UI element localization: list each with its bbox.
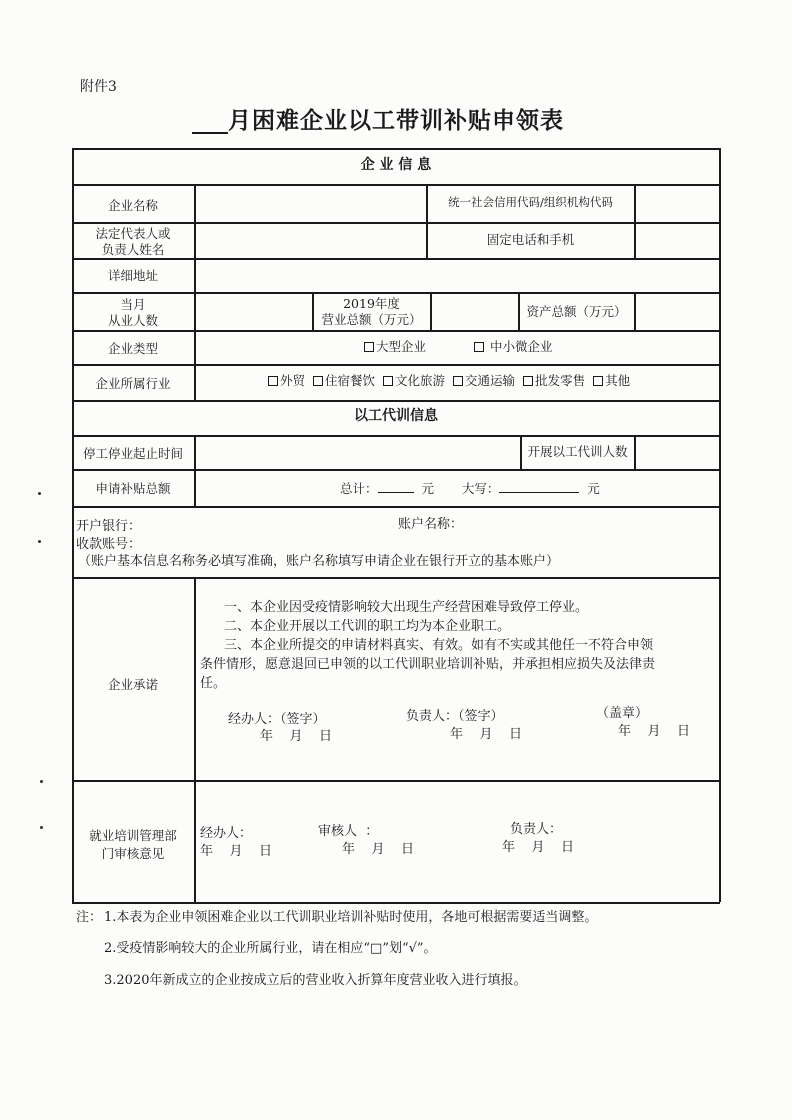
page-title: 月困难企业以工带训补贴申领表 bbox=[228, 107, 564, 134]
credit-code-label: 统一社会信用代码/组织机构代码 bbox=[448, 195, 613, 209]
industry-option-transport[interactable]: 交通运输 bbox=[453, 373, 515, 388]
scan-speck bbox=[40, 780, 43, 783]
title-blank[interactable] bbox=[192, 132, 228, 134]
scan-speck bbox=[40, 826, 43, 829]
review-responsible[interactable]: 负责人： bbox=[510, 822, 563, 837]
checkbox-icon bbox=[523, 376, 533, 386]
review-label-1: 就业培训管理部 bbox=[89, 828, 177, 843]
account-number-label: 收款账号： bbox=[76, 537, 142, 552]
phone-label: 固定电话和手机 bbox=[486, 232, 575, 247]
industry-option-retail[interactable]: 批发零售 bbox=[523, 373, 585, 388]
employees-label-1: 当月 bbox=[120, 297, 146, 312]
company-type-large[interactable]: 大型企业 bbox=[364, 339, 426, 354]
assets-field[interactable] bbox=[636, 294, 719, 329]
account-name-label: 账户名称： bbox=[398, 517, 464, 532]
commitment-item-3-end: 任。 bbox=[200, 676, 227, 691]
note-1: 1.本表为企业申领困难企业以工代训职业培训补贴时使用，各地可根据需要适当调整。 bbox=[104, 910, 598, 925]
checkbox-icon bbox=[313, 376, 323, 386]
assets-label: 资产总额（万元） bbox=[526, 304, 627, 319]
address-label: 详细地址 bbox=[107, 268, 158, 283]
checkbox-icon bbox=[474, 342, 484, 352]
review-reviewer[interactable]: 审核人 ： bbox=[318, 824, 379, 839]
industry-option-tourism[interactable]: 文化旅游 bbox=[383, 373, 445, 388]
company-name-label: 企业名称 bbox=[107, 198, 158, 213]
industry-options bbox=[268, 373, 630, 388]
seal-date[interactable]: 年 月 日 bbox=[618, 724, 691, 739]
phone-field[interactable] bbox=[636, 224, 719, 257]
credit-code-field[interactable] bbox=[636, 186, 719, 221]
industry-label: 企业所属行业 bbox=[95, 376, 171, 391]
commitment-responsible-signature[interactable]: 负责人：（签字） bbox=[406, 709, 504, 724]
checkbox-icon bbox=[383, 376, 393, 386]
commitment-handler-signature[interactable]: 经办人：（签字） bbox=[228, 712, 326, 727]
commitment-item-1: 一、本企业因受疫情影响较大出现生产经营困难导致停工停业。 bbox=[224, 600, 589, 615]
commitment-item-3: 三、本企业所提交的申请材料真实、有效。如有不实或其他任一不符合申领 bbox=[224, 638, 654, 653]
checkbox-icon bbox=[364, 342, 374, 352]
commitment-item-2: 二、本企业开展以工代训的职工均为本企业职工。 bbox=[224, 619, 511, 634]
notes-prefix: 注： bbox=[76, 910, 103, 925]
legal-rep-label-1: 法定代表人或 bbox=[95, 226, 171, 241]
employees-label-2: 从业人数 bbox=[107, 313, 158, 328]
company-type-label: 企业类型 bbox=[107, 341, 158, 356]
suspension-time-field[interactable] bbox=[196, 437, 519, 468]
review-label-2: 门审核意见 bbox=[101, 846, 165, 861]
scan-speck bbox=[38, 540, 41, 543]
commitment-responsible-date[interactable]: 年 月 日 bbox=[450, 727, 523, 742]
attachment-label: 附件3 bbox=[80, 79, 117, 95]
review-handler[interactable]: 经办人： bbox=[200, 826, 253, 841]
legal-rep-label-2: 负责人姓名 bbox=[101, 242, 165, 257]
capital-label: 大写： bbox=[461, 481, 500, 496]
commitment-item-3-cont: 条件情形，愿意退回已申领的以工代训职业培训补贴，并承担相应损失及法律责 bbox=[200, 657, 656, 672]
industry-option-trade[interactable]: 外贸 bbox=[268, 373, 305, 388]
revenue-field[interactable] bbox=[432, 294, 517, 329]
employees-field[interactable] bbox=[196, 294, 311, 329]
revenue-label-2: 营业总额（万元） bbox=[321, 312, 422, 327]
company-name-field[interactable] bbox=[196, 186, 425, 221]
yuan-unit: 元 bbox=[587, 481, 600, 496]
review-responsible-date[interactable]: 年 月 日 bbox=[502, 840, 575, 855]
company-seal[interactable]: （盖章） bbox=[596, 706, 649, 721]
subsidy-total-label: 申请补贴总额 bbox=[95, 481, 171, 496]
section-enterprise-info: 企 业 信 息 bbox=[360, 157, 432, 173]
checkbox-icon bbox=[593, 376, 603, 386]
checkbox-icon bbox=[268, 376, 278, 386]
subsidy-amount bbox=[340, 480, 600, 496]
commitment-label: 企业承诺 bbox=[107, 677, 158, 692]
bank-label: 开户银行： bbox=[76, 519, 142, 534]
note-2: 2.受疫情影响较大的企业所属行业，请在相应“□”划“√”。 bbox=[104, 941, 437, 956]
checkbox-icon bbox=[453, 376, 463, 386]
account-note: （账户基本信息名称务必填写准确，账户名称填写申请企业在银行开立的基本账户） bbox=[78, 554, 560, 569]
trainees-field[interactable] bbox=[636, 437, 719, 468]
commitment-handler-date[interactable]: 年 月 日 bbox=[260, 729, 333, 744]
section-training-info: 以工代训信息 bbox=[354, 408, 438, 424]
company-type-sme[interactable]: 中小微企业 bbox=[474, 339, 553, 354]
total-amount-field[interactable] bbox=[378, 480, 414, 493]
yuan-unit: 元 bbox=[421, 481, 434, 496]
address-field[interactable] bbox=[196, 260, 719, 291]
note-3: 3.2020年新成立的企业按成立后的营业收入折算年度营业收入进行填报。 bbox=[104, 973, 527, 988]
industry-option-hospitality[interactable]: 住宿餐饮 bbox=[313, 373, 375, 388]
revenue-label-1: 2019年度 bbox=[343, 296, 400, 311]
capital-amount-field[interactable] bbox=[499, 480, 579, 493]
legal-rep-field[interactable] bbox=[196, 224, 425, 257]
scan-speck bbox=[38, 492, 41, 495]
trainees-label: 开展以工代训人数 bbox=[527, 444, 628, 459]
total-label: 总计： bbox=[340, 481, 378, 496]
industry-option-other[interactable]: 其他 bbox=[593, 373, 630, 388]
review-reviewer-date[interactable]: 年 月 日 bbox=[342, 842, 415, 857]
suspension-time-label: 停工停业起止时间 bbox=[82, 446, 183, 461]
review-handler-date[interactable]: 年 月 日 bbox=[200, 844, 273, 859]
